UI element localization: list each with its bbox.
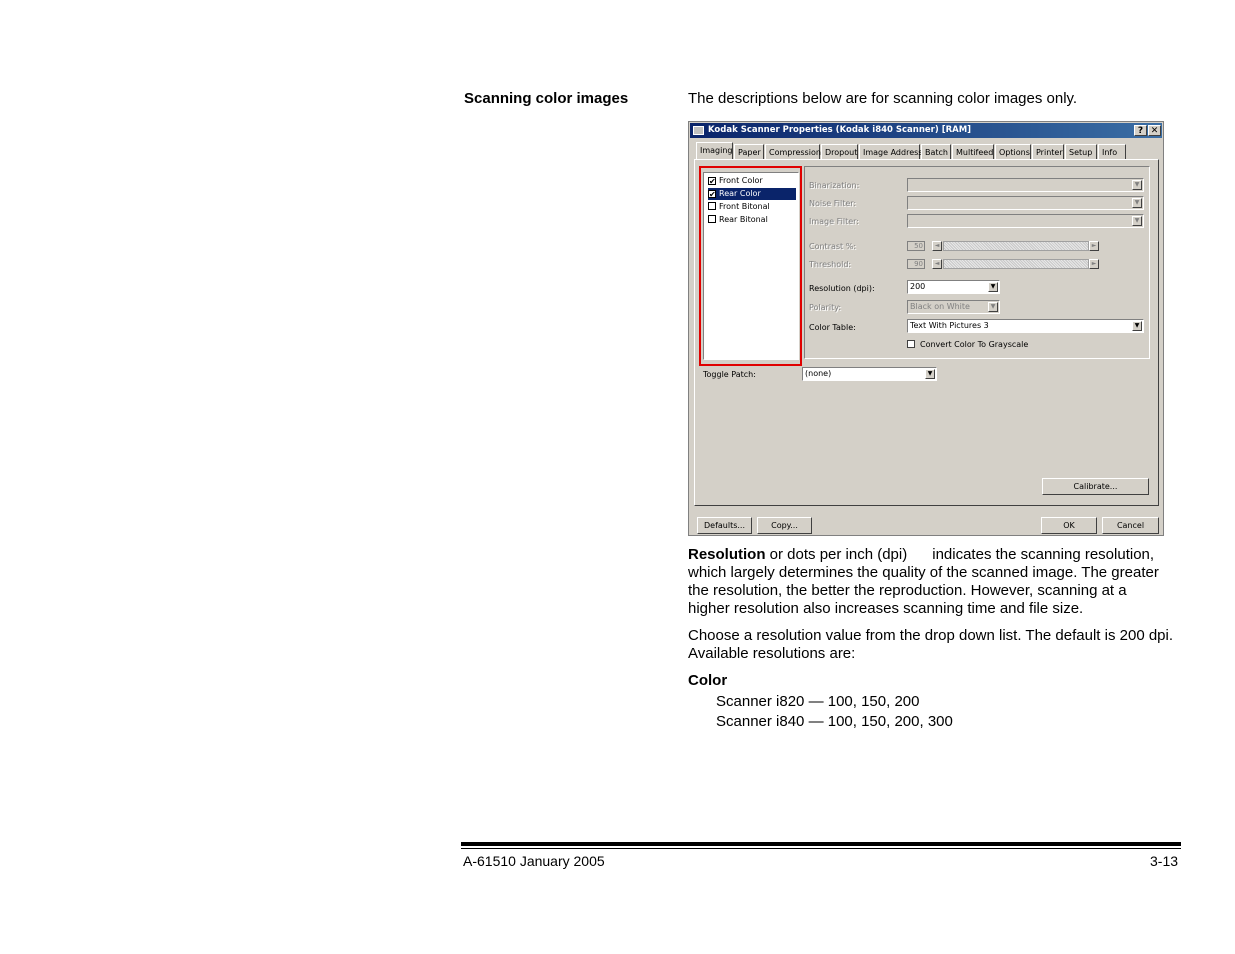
color-table-select[interactable] xyxy=(907,319,1144,333)
tab-compression[interactable]: Compression xyxy=(765,144,820,160)
tab-printer[interactable]: Printer xyxy=(1032,144,1064,160)
cancel-button[interactable]: Cancel xyxy=(1102,517,1159,534)
threshold-slider[interactable] xyxy=(943,259,1089,269)
contrast-left-arrow-icon[interactable]: ◄ xyxy=(932,241,942,251)
choose-line: Available resolutions are: xyxy=(688,645,856,662)
close-button[interactable]: ✕ xyxy=(1148,125,1161,136)
threshold-right-arrow-icon[interactable]: ► xyxy=(1089,259,1099,269)
threshold-label: Threshold: xyxy=(809,260,852,269)
section-intro: The descriptions below are for scanning color images only. xyxy=(688,90,1078,107)
scanner-properties-dialog xyxy=(688,121,1164,536)
chevron-down-icon: ▼ xyxy=(1132,198,1142,208)
tab-dropout[interactable]: Dropout xyxy=(821,144,858,160)
tab-options[interactable]: Options xyxy=(995,144,1031,160)
tab-info[interactable]: Info xyxy=(1098,144,1126,160)
tab-image-address[interactable]: Image Address xyxy=(859,144,920,160)
resolution-line: higher resolution also increases scanning time and file size. xyxy=(688,600,1084,617)
contrast-value: 50 xyxy=(907,241,925,251)
dialog-title: Kodak Scanner Properties (Kodak i840 Scanner) [RAM] xyxy=(708,125,972,135)
footer-rule xyxy=(461,842,1181,846)
toggle-patch-select[interactable] xyxy=(802,367,937,381)
resolution-text: or dots per inch (dpi) indicates the scanning resolution, xyxy=(765,546,1155,563)
resolution-paragraph xyxy=(688,546,1188,618)
footer-page-number: 3-13 xyxy=(1150,853,1179,869)
tab-paper[interactable]: Paper xyxy=(734,144,764,160)
image-filter-label: Image Filter: xyxy=(809,217,859,226)
contrast-label: Contrast %: xyxy=(809,242,857,251)
contrast-slider[interactable] xyxy=(943,241,1089,251)
scanner-i820-resolutions: Scanner i820 — 100, 150, 200 xyxy=(716,693,920,710)
dialog-titlebar xyxy=(690,123,1162,138)
polarity-value: Black on White xyxy=(910,302,970,311)
convert-grayscale-checkbox[interactable] xyxy=(907,340,915,348)
list-item-label: Front Bitonal xyxy=(719,202,770,211)
color-heading: Color xyxy=(688,672,728,689)
help-button[interactable]: ? xyxy=(1134,125,1147,136)
ok-button[interactable]: OK xyxy=(1041,517,1097,534)
toggle-patch-label: Toggle Patch: xyxy=(703,370,756,379)
resolution-term: Resolution xyxy=(688,546,766,563)
resolution-line: the resolution, the better the reproduction. However, scanning at a xyxy=(688,582,1127,599)
chevron-down-icon: ▼ xyxy=(988,282,998,292)
defaults-button[interactable]: Defaults... xyxy=(697,517,752,534)
convert-grayscale-label: Convert Color To Grayscale xyxy=(920,340,1029,349)
chevron-down-icon: ▼ xyxy=(925,369,935,379)
color-table-label: Color Table: xyxy=(809,323,856,332)
section-title: Scanning color images xyxy=(464,90,629,107)
threshold-value: 90 xyxy=(907,259,925,269)
toggle-patch-value: (none) xyxy=(805,369,832,378)
resolution-line: which largely determines the quality of the scanned image. The greater xyxy=(688,564,1159,581)
tab-multifeed[interactable]: Multifeed xyxy=(952,144,994,160)
tab-batch[interactable]: Batch xyxy=(921,144,951,160)
list-item-label: Front Color xyxy=(719,176,763,185)
list-item-label: Rear Bitonal xyxy=(719,215,768,224)
noise-filter-label: Noise Filter: xyxy=(809,199,857,208)
polarity-label: Polarity: xyxy=(809,303,842,312)
choose-line: Choose a resolution value from the drop down list. The default is 200 dpi. xyxy=(688,627,1174,644)
chevron-down-icon: ▼ xyxy=(1132,216,1142,226)
noise-filter-select[interactable] xyxy=(907,196,1144,210)
chevron-down-icon: ▼ xyxy=(1132,180,1142,190)
tab-imaging[interactable]: Imaging xyxy=(696,142,733,160)
highlight-box xyxy=(699,166,802,366)
checkbox-icon[interactable]: ✔ xyxy=(709,190,716,199)
resolution-value: 200 xyxy=(910,282,926,291)
resolution-label: Resolution (dpi): xyxy=(809,284,875,293)
contrast-right-arrow-icon[interactable]: ► xyxy=(1089,241,1099,251)
threshold-left-arrow-icon[interactable]: ◄ xyxy=(932,259,942,269)
list-item-label: Rear Color xyxy=(719,189,761,198)
calibrate-button[interactable]: Calibrate... xyxy=(1042,478,1149,495)
app-icon xyxy=(693,126,704,135)
copy-button[interactable]: Copy... xyxy=(757,517,812,534)
choose-paragraph xyxy=(688,627,1188,663)
chevron-down-icon: ▼ xyxy=(1132,321,1142,331)
image-filter-select[interactable] xyxy=(907,214,1144,228)
binarization-select[interactable] xyxy=(907,178,1144,192)
checkbox-icon[interactable]: ✔ xyxy=(709,177,716,186)
scanner-i840-resolutions: Scanner i840 — 100, 150, 200, 300 xyxy=(716,713,953,730)
binarization-label: Binarization: xyxy=(809,181,860,190)
footer-rule-thin xyxy=(461,848,1181,849)
footer-doc-id: A-61510 January 2005 xyxy=(463,853,605,869)
tab-setup[interactable]: Setup xyxy=(1065,144,1097,160)
color-table-value: Text With Pictures 3 xyxy=(910,321,989,330)
chevron-down-icon: ▼ xyxy=(988,302,998,312)
resolution-select[interactable] xyxy=(907,280,1000,294)
polarity-select[interactable] xyxy=(907,300,1000,314)
